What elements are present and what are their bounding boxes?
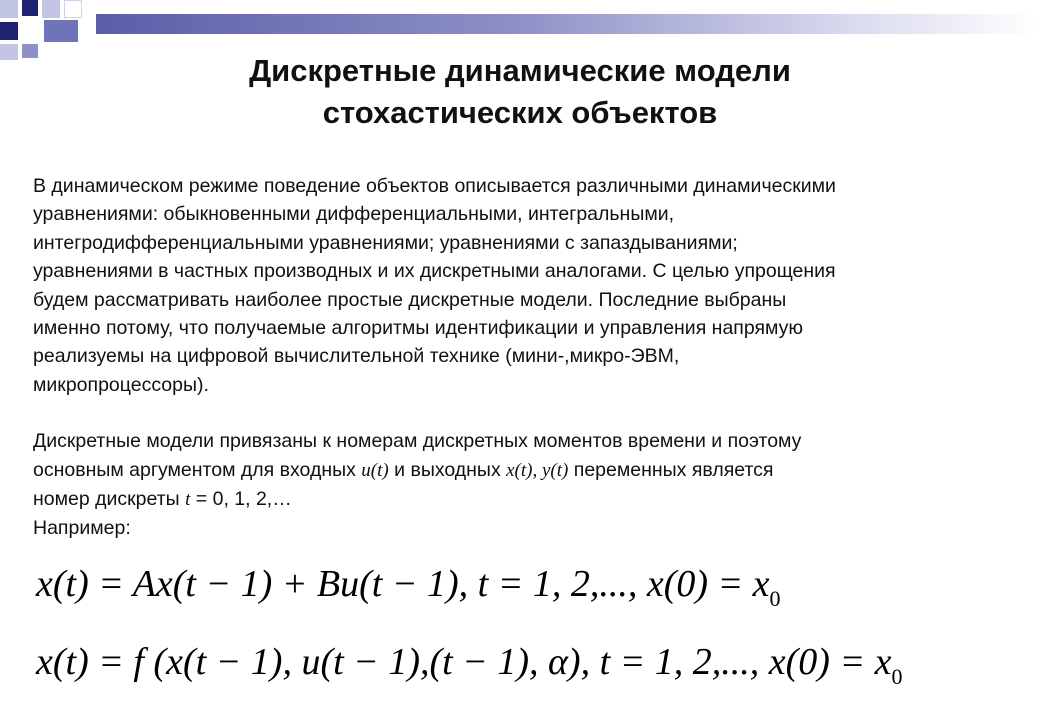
variable-u: u(t) bbox=[361, 459, 389, 481]
paragraph-line: Дискретные модели привязаны к номерам дискретных моментов времени и поэтому bbox=[33, 430, 802, 453]
text-run: номер дискреты bbox=[33, 488, 186, 511]
deco-square bbox=[0, 0, 18, 18]
deco-square bbox=[44, 20, 78, 42]
paragraph-line: интегродифференциальными уравнениями; уравнениями с запаздываниями; bbox=[33, 231, 738, 254]
paragraph-line: В динамическом режиме поведение объектов описывается различными динамическими bbox=[33, 175, 836, 197]
paragraph-line: уравнениями: обыкновенными дифференциальными, интегральными, bbox=[33, 203, 675, 226]
variable-xy: x(t), y(t) bbox=[506, 459, 569, 481]
text-run: = 0, 1, 2,… bbox=[190, 488, 292, 511]
paragraph-line: реализуемы на цифровой вычислительной технике (мини-,микро-ЭВМ, bbox=[33, 345, 680, 368]
text-run: и выходных bbox=[388, 458, 507, 481]
text-run: основным аргументом для входных bbox=[33, 458, 362, 481]
formula-2 bbox=[36, 640, 902, 690]
deco-square bbox=[42, 0, 60, 18]
variable-t: t bbox=[185, 489, 191, 511]
title-line: Дискретные динамические модели bbox=[249, 53, 791, 88]
formula-text: x(t) = Ax(t − 1) + Bu(t − 1), t = 1, 2,..., x(0) = x bbox=[36, 563, 770, 605]
paragraph-line: Например: bbox=[33, 517, 131, 540]
formula-subscript: 0 bbox=[769, 586, 781, 611]
paragraph-line: уравнениями в частных производных и их дискретными аналогами. С целью упрощения bbox=[33, 260, 836, 283]
deco-square bbox=[0, 22, 18, 40]
header-gradient-bar bbox=[96, 14, 1040, 34]
deco-square bbox=[64, 0, 82, 18]
paragraph-line bbox=[33, 456, 1018, 485]
paragraph-line: именно потому, что получаемые алгоритмы идентификации и управления напрямую bbox=[33, 317, 804, 340]
formula-text: x(t) = f (x(t − 1), u(t − 1),(t − 1), α), t = 1, 2,..., x(0) = x bbox=[36, 641, 892, 683]
paragraph-line: будем рассматривать наиболее простые дискретные модели. Последние выбраны bbox=[33, 288, 787, 311]
slide-body bbox=[33, 172, 1018, 543]
text-run: переменных является bbox=[568, 458, 774, 481]
formula-subscript: 0 bbox=[891, 664, 903, 689]
paragraph-line: микропроцессоры). bbox=[33, 373, 209, 396]
paragraph-line bbox=[33, 485, 1018, 514]
formula-1 bbox=[36, 562, 781, 612]
deco-square bbox=[22, 0, 38, 16]
title-line: стохастических объектов bbox=[322, 95, 718, 130]
slide-title bbox=[0, 50, 1040, 134]
deco-square bbox=[22, 20, 40, 42]
